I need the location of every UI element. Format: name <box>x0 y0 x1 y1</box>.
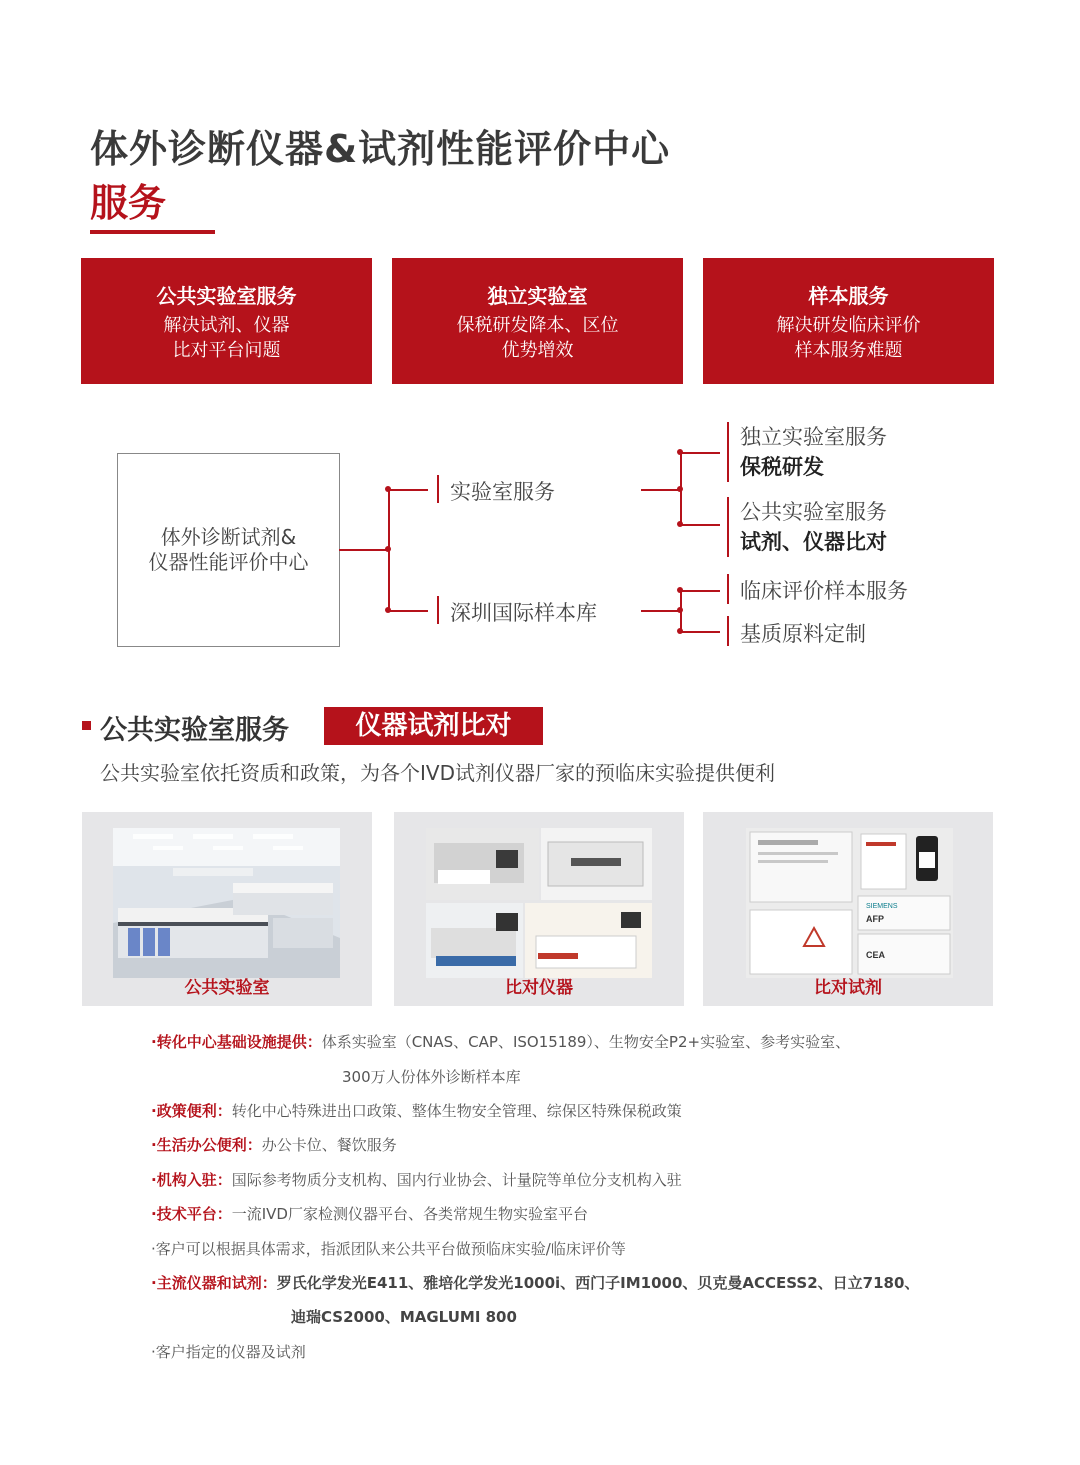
bullet-key: ·机构入驻： <box>151 1171 232 1189</box>
leaf-label: 独立实验室服务 <box>740 425 887 449</box>
bullet-text: 转化中心特殊进出口政策、整体生物安全管理、综保区特殊保税政策 <box>231 1102 682 1120</box>
card-line: 优势增效 <box>501 339 574 361</box>
page-subtitle: 服务 <box>90 181 167 225</box>
card-line: 保税研发降本、区位 <box>456 314 619 336</box>
center-label: 仪器性能评价中心 <box>148 550 309 574</box>
connector-line <box>641 610 681 612</box>
bullet-text: 办公卡位、餐饮服务 <box>261 1136 397 1154</box>
reagent-brand-label: SIEMENS <box>866 903 898 910</box>
photo-caption: 比对试剂 <box>814 978 882 998</box>
connector-line <box>339 549 389 551</box>
bullet-institutions <box>151 1169 682 1190</box>
connector-line <box>680 524 720 526</box>
bullet-office <box>151 1134 397 1155</box>
card-line: 解决研发临床评价 <box>776 314 921 336</box>
branch-marker <box>437 475 439 503</box>
center-label: 体外诊断试剂& <box>160 525 297 549</box>
card-title: 独立实验室 <box>487 283 588 308</box>
bullet-key: ·转化中心基础设施提供： <box>151 1033 322 1051</box>
bullet-text: 一流IVD厂家检测仪器平台、各类常规生物实验室平台 <box>231 1205 588 1223</box>
leaf-label-bold <box>740 527 887 557</box>
section-badge: 仪器试剂比对 <box>324 707 543 745</box>
card-independent-lab <box>392 258 683 384</box>
connector-line <box>388 489 428 491</box>
card-title: 样本服务 <box>808 283 889 308</box>
card-line: 比对平台问题 <box>172 339 281 361</box>
leaf-marker <box>727 497 729 557</box>
bullet-infrastructure-cont: 300万人份体外诊断样本库 <box>342 1068 521 1086</box>
leaf-public-lab <box>740 497 887 557</box>
bullet-key: ·政策便利： <box>151 1102 232 1120</box>
connector-line <box>388 610 428 612</box>
section-title: 公共实验室服务 <box>100 715 289 746</box>
connector-dot <box>677 587 683 593</box>
connector-dot <box>385 486 391 492</box>
leaf-marker <box>727 574 729 604</box>
bullet-instruments <box>151 1272 919 1293</box>
lab-photo <box>113 828 340 978</box>
photo-card-instruments <box>394 812 684 1006</box>
connector-line <box>680 452 720 454</box>
leaf-label: 公共实验室服务 <box>740 500 887 524</box>
bullet-text: 迪瑞CS2000、MAGLUMI 800 <box>291 1308 517 1326</box>
leaf-label-bold <box>740 452 887 482</box>
diagram-center-box <box>117 453 340 647</box>
card-line: 解决试剂、仪器 <box>163 314 290 336</box>
connector-dot <box>677 449 683 455</box>
card-public-lab <box>81 258 372 384</box>
connector-dot <box>677 628 683 634</box>
bullet-customer-specified: ·客户指定的仪器及试剂 <box>151 1343 306 1361</box>
instrument-photo <box>426 828 652 978</box>
card-title: 公共实验室服务 <box>156 283 297 308</box>
bullet-key: ·生活办公便利： <box>151 1136 262 1154</box>
bullet-text: 国际参考物质分支机构、国内行业协会、计量院等单位分支机构入驻 <box>231 1171 682 1189</box>
bullet-key: ·主流仪器和试剂： <box>151 1274 277 1292</box>
leaf-marker <box>727 422 729 482</box>
bullet-customer-team: ·客户可以根据具体需求，指派团队来公共平台做预临床实验/临床评价等 <box>151 1240 626 1258</box>
page-title: 体外诊断仪器&试剂性能评价中心 <box>90 127 671 171</box>
bullet-key: ·技术平台： <box>151 1205 232 1223</box>
connector-dot <box>677 486 683 492</box>
bullet-text: 罗氏化学发光E411、雅培化学发光1000i、西门子IM1000、贝克曼ACCESS2、日立7180、 <box>276 1274 920 1292</box>
leaf-independent-lab <box>740 422 887 482</box>
branch-sample-bank: 深圳国际样本库 <box>450 601 597 625</box>
connector-dot <box>385 546 391 552</box>
title-underline <box>90 230 215 234</box>
leaf-bold-text: 试剂、仪器比对 <box>740 530 887 554</box>
branch-marker <box>437 596 439 624</box>
card-sample-service <box>703 258 994 384</box>
connector-dot <box>677 607 683 613</box>
photo-caption: 比对仪器 <box>505 978 573 998</box>
bullet-policy <box>151 1100 682 1121</box>
reagent-photo <box>746 828 953 978</box>
connector-dot <box>677 521 683 527</box>
section-square-icon <box>82 721 91 730</box>
reagent-afp-label: AFP <box>866 914 884 924</box>
section-description: 公共实验室依托资质和政策，为各个IVD试剂仪器厂家的预临床实验提供便利 <box>100 761 775 785</box>
connector-line <box>641 489 681 491</box>
leaf-clinical-sample: 临床评价样本服务 <box>740 579 908 603</box>
card-line: 样本服务难题 <box>794 339 903 361</box>
bullet-infrastructure <box>151 1031 850 1052</box>
connector-dot <box>385 607 391 613</box>
bullet-tech-platform <box>151 1203 588 1224</box>
leaf-bold-text: 保税研发 <box>740 455 824 479</box>
bullet-instruments-cont <box>291 1306 517 1327</box>
reagent-cea-label: CEA <box>866 950 886 960</box>
connector-line <box>680 631 720 633</box>
connector-line <box>680 590 720 592</box>
bullet-text: 体系实验室（CNAS、CAP、ISO15189）、生物安全P2+实验室、参考实验室、 <box>321 1033 851 1051</box>
photo-card-public-lab <box>82 812 372 1006</box>
photo-caption: 公共实验室 <box>184 978 270 998</box>
leaf-marker <box>727 616 729 646</box>
leaf-matrix-material: 基质原料定制 <box>740 622 866 646</box>
branch-lab-service: 实验室服务 <box>450 480 555 504</box>
photo-card-reagents <box>703 812 993 1006</box>
